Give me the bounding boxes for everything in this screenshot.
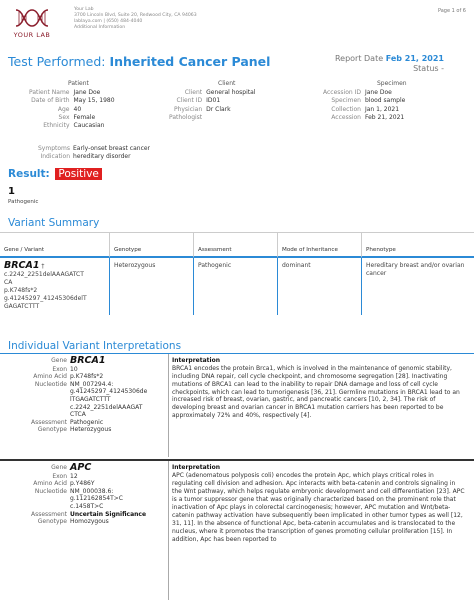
gene-label: Gene	[51, 464, 67, 471]
genotype-label: Genotype	[37, 518, 67, 526]
assessment: Pathogenic	[70, 418, 104, 426]
age-label: Age	[57, 105, 70, 113]
column-divider	[168, 461, 169, 600]
pathologist	[205, 114, 256, 122]
cell-gene-variant	[0, 258, 110, 315]
lab-name: Your Lab	[74, 7, 94, 12]
col-assessment: Assessment	[194, 233, 278, 258]
test-title-prefix: Test Performed:	[8, 54, 110, 69]
variant-details	[0, 464, 168, 526]
cell-inheritance: dominant	[278, 258, 362, 315]
interpretation-text	[172, 357, 466, 420]
collection-label: Collection	[331, 105, 361, 113]
genotype-label: Genotype	[37, 426, 67, 434]
specimen-info	[322, 80, 407, 122]
interpretation-text	[172, 464, 466, 544]
nucleotide-line: c.2242_2251delAAAGAT	[70, 403, 143, 411]
exon: 12	[70, 472, 78, 480]
dna-helix-icon	[15, 6, 49, 30]
indication: hereditary disorder	[73, 153, 131, 161]
variant-line: c.2242_2251delAAAGATCT	[4, 271, 84, 278]
lab-contact: lablaya.com | (650) 484-4040	[74, 19, 143, 24]
variant-summary-table	[0, 232, 474, 315]
col-gene-variant: Gene / Variant	[0, 233, 110, 258]
variant-details	[0, 357, 168, 434]
lab-additional: Additional Information	[74, 25, 126, 30]
cell-genotype: Heterozygous	[110, 258, 194, 315]
col-genotype: Genotype	[110, 233, 194, 258]
page-number: Page 1 of 6	[437, 8, 466, 14]
genotype: Heterozygous	[70, 426, 112, 434]
test-name: Inherited Cancer Panel	[109, 54, 271, 69]
nucleotide-label: Nucleotide	[34, 380, 67, 388]
report-date: Feb 21, 2021	[385, 54, 444, 63]
interpretation-block-brca1	[0, 353, 474, 457]
amino-acid-label: Amino Acid	[33, 480, 67, 488]
column-divider	[168, 354, 169, 457]
dob: May 15, 1980	[73, 97, 115, 105]
accession-id-label: Accession ID	[323, 89, 361, 97]
specimen-label: Specimen	[331, 97, 361, 105]
interpretation-block-apc	[0, 459, 474, 600]
assessment-label: Assessment	[31, 418, 67, 426]
report-header	[0, 0, 474, 46]
specimen-heading: Specimen	[377, 80, 407, 87]
nucleotide	[70, 488, 146, 511]
gene-name: BRCA1	[4, 260, 40, 271]
nucleotide-line: g.112162854T>C	[70, 495, 123, 503]
result-badge: Positive	[55, 168, 101, 180]
ethnicity-label: Ethnicity	[43, 122, 70, 130]
col-inheritance: Mode of Inheritance	[278, 233, 362, 258]
collection: Jan 1, 2021	[364, 105, 400, 113]
variant-summary-title: Variant Summary	[8, 217, 100, 229]
nucleotide-label: Nucleotide	[34, 487, 67, 495]
age: 40	[73, 105, 82, 113]
exon: 10	[70, 365, 78, 373]
symptoms: Early-onset breast cancer	[73, 145, 151, 152]
accession: Feb 21, 2021	[364, 113, 405, 121]
nucleotide-line: lTGAGATCTTT	[70, 395, 111, 403]
pathologist-label: Pathologist	[169, 113, 203, 121]
status-label: Status -	[413, 64, 444, 73]
client-value: General hospital	[206, 89, 256, 97]
interpretation-body: BRCA1 encodes the protein Brca1, which is involved in the maintenance of genomic stability, including DNA repair, cell cycle checkpoint, and chromosome segregation [28]. Inactivating mutations of BRCA1 can lead to the inability to repair DNA damage and loss of cell cycle checkpoints, which can lead to tumorigenesis [36, 21]. Germline mutations in BRCA1 lead to an increased risk of breast, ovarian, gastric, and pancreatic cancers [10, 2, 34]. The risk of developing breast and ovarian cancer in BRCA1 mutation carriers has been reported to be approximately 72% and 40%, respectively [4].	[172, 365, 460, 419]
nucleotide-line: g.41245297_41245306de	[70, 388, 148, 396]
client-id: ID01	[206, 97, 221, 105]
patient-info	[28, 80, 116, 130]
result-count-label: Pathogenic	[8, 199, 39, 205]
gene-name: BRCA1	[70, 355, 106, 366]
result-label: Result:	[8, 168, 54, 180]
assessment-label: Assessment	[31, 510, 67, 518]
logo-text: YOUR LAB	[13, 31, 51, 39]
result-heading	[8, 168, 102, 180]
client-info	[168, 80, 256, 122]
client-heading: Client	[218, 80, 236, 87]
interpretation-heading: Interpretation	[172, 357, 220, 364]
report-date-label: Report Date	[334, 54, 386, 63]
gene-name: APC	[70, 462, 92, 473]
nucleotide-line: NM_000038.6:	[70, 487, 114, 495]
variant-line: g.41245297_41245306delT	[4, 295, 87, 302]
result-count: 1	[8, 186, 15, 197]
indication-label: Indication	[40, 153, 71, 161]
exon-label: Exon	[52, 472, 67, 480]
specimen-value: blood sample	[364, 97, 406, 105]
assessment: Uncertain Significance	[70, 510, 147, 518]
dob-label: Date of Birth	[31, 97, 70, 105]
interpretations-title: Individual Variant Interpretations	[8, 340, 182, 352]
genotype: Homozygous	[70, 518, 109, 526]
interpretation-heading: Interpretation	[172, 464, 220, 471]
client-label: Client	[184, 89, 203, 97]
lab-logo	[8, 6, 56, 44]
dagger-mark: †	[41, 263, 45, 270]
nucleotide-line: NM_007294.4:	[70, 380, 114, 388]
nucleotide	[70, 381, 147, 419]
col-phenotype: Phenotype	[362, 233, 474, 258]
cell-assessment: Pathogenic	[194, 258, 278, 315]
amino-acid: p.K748fs*2	[70, 373, 104, 381]
client-id-label: Client ID	[176, 97, 203, 105]
patient-heading: Patient	[68, 80, 89, 87]
cell-phenotype: Hereditary breast and/or ovarian cancer	[366, 262, 465, 277]
symptoms-info	[38, 145, 150, 161]
physician: Dr Clark	[206, 105, 231, 113]
nucleotide-line: CTCA	[70, 411, 86, 419]
report-date-block	[335, 54, 444, 74]
interpretation-body: APC (adenomatous polyposis coli) encodes the protein Apc, which plays critical roles in regulating cell division and adhesion. Apc interacts with beta-catenin and controls signaling in the Wnt pathway, which helps regulate embryonic development and cell differentiation [23]. APC is a tumor suppressor gene that was originally characterized based on the prominent role that inactivation of Apc plays in colorectal carcinogenesis; however, APC mutation and Wnt/beta-catenin pathway activation have subsequently been implicated in other tumor types as well [12, 31, 11]. In the absence of functional Apc, beta-catenin accumulates and is translocated to the nucleus, where it promotes the transcription of genes promoting cellular proliferation [15]. In addition, Apc has been reported to	[172, 472, 465, 543]
accession-id: Jane Doe	[364, 89, 392, 97]
patient-name: Jane Doe	[73, 89, 101, 97]
symptoms-label: Symptoms	[38, 145, 71, 152]
ethnicity: Caucasian	[73, 122, 105, 130]
variant-line: GAGATCTTT	[4, 303, 40, 310]
exon-label: Exon	[52, 365, 67, 373]
lab-address: 3700 Lincoln Blvd, Suite 20, Redwood City, CA 94063	[74, 13, 197, 18]
lab-info	[74, 7, 197, 31]
physician-label: Physician	[173, 105, 203, 113]
table-header	[0, 232, 474, 258]
nucleotide-line: c.1458T>C	[70, 502, 104, 510]
amino-acid: p.Y486Y	[70, 480, 95, 488]
gene-label: Gene	[51, 357, 67, 364]
variant-line: CA	[4, 279, 13, 286]
patient-name-label: Patient Name	[29, 89, 70, 97]
sex: Female	[73, 113, 96, 121]
accession-label: Accession	[331, 113, 361, 121]
variant-line: p.K748fs*2	[4, 287, 38, 294]
table-row	[0, 258, 474, 315]
test-title	[8, 54, 270, 69]
amino-acid-label: Amino Acid	[33, 373, 67, 381]
sex-label: Sex	[58, 113, 70, 121]
